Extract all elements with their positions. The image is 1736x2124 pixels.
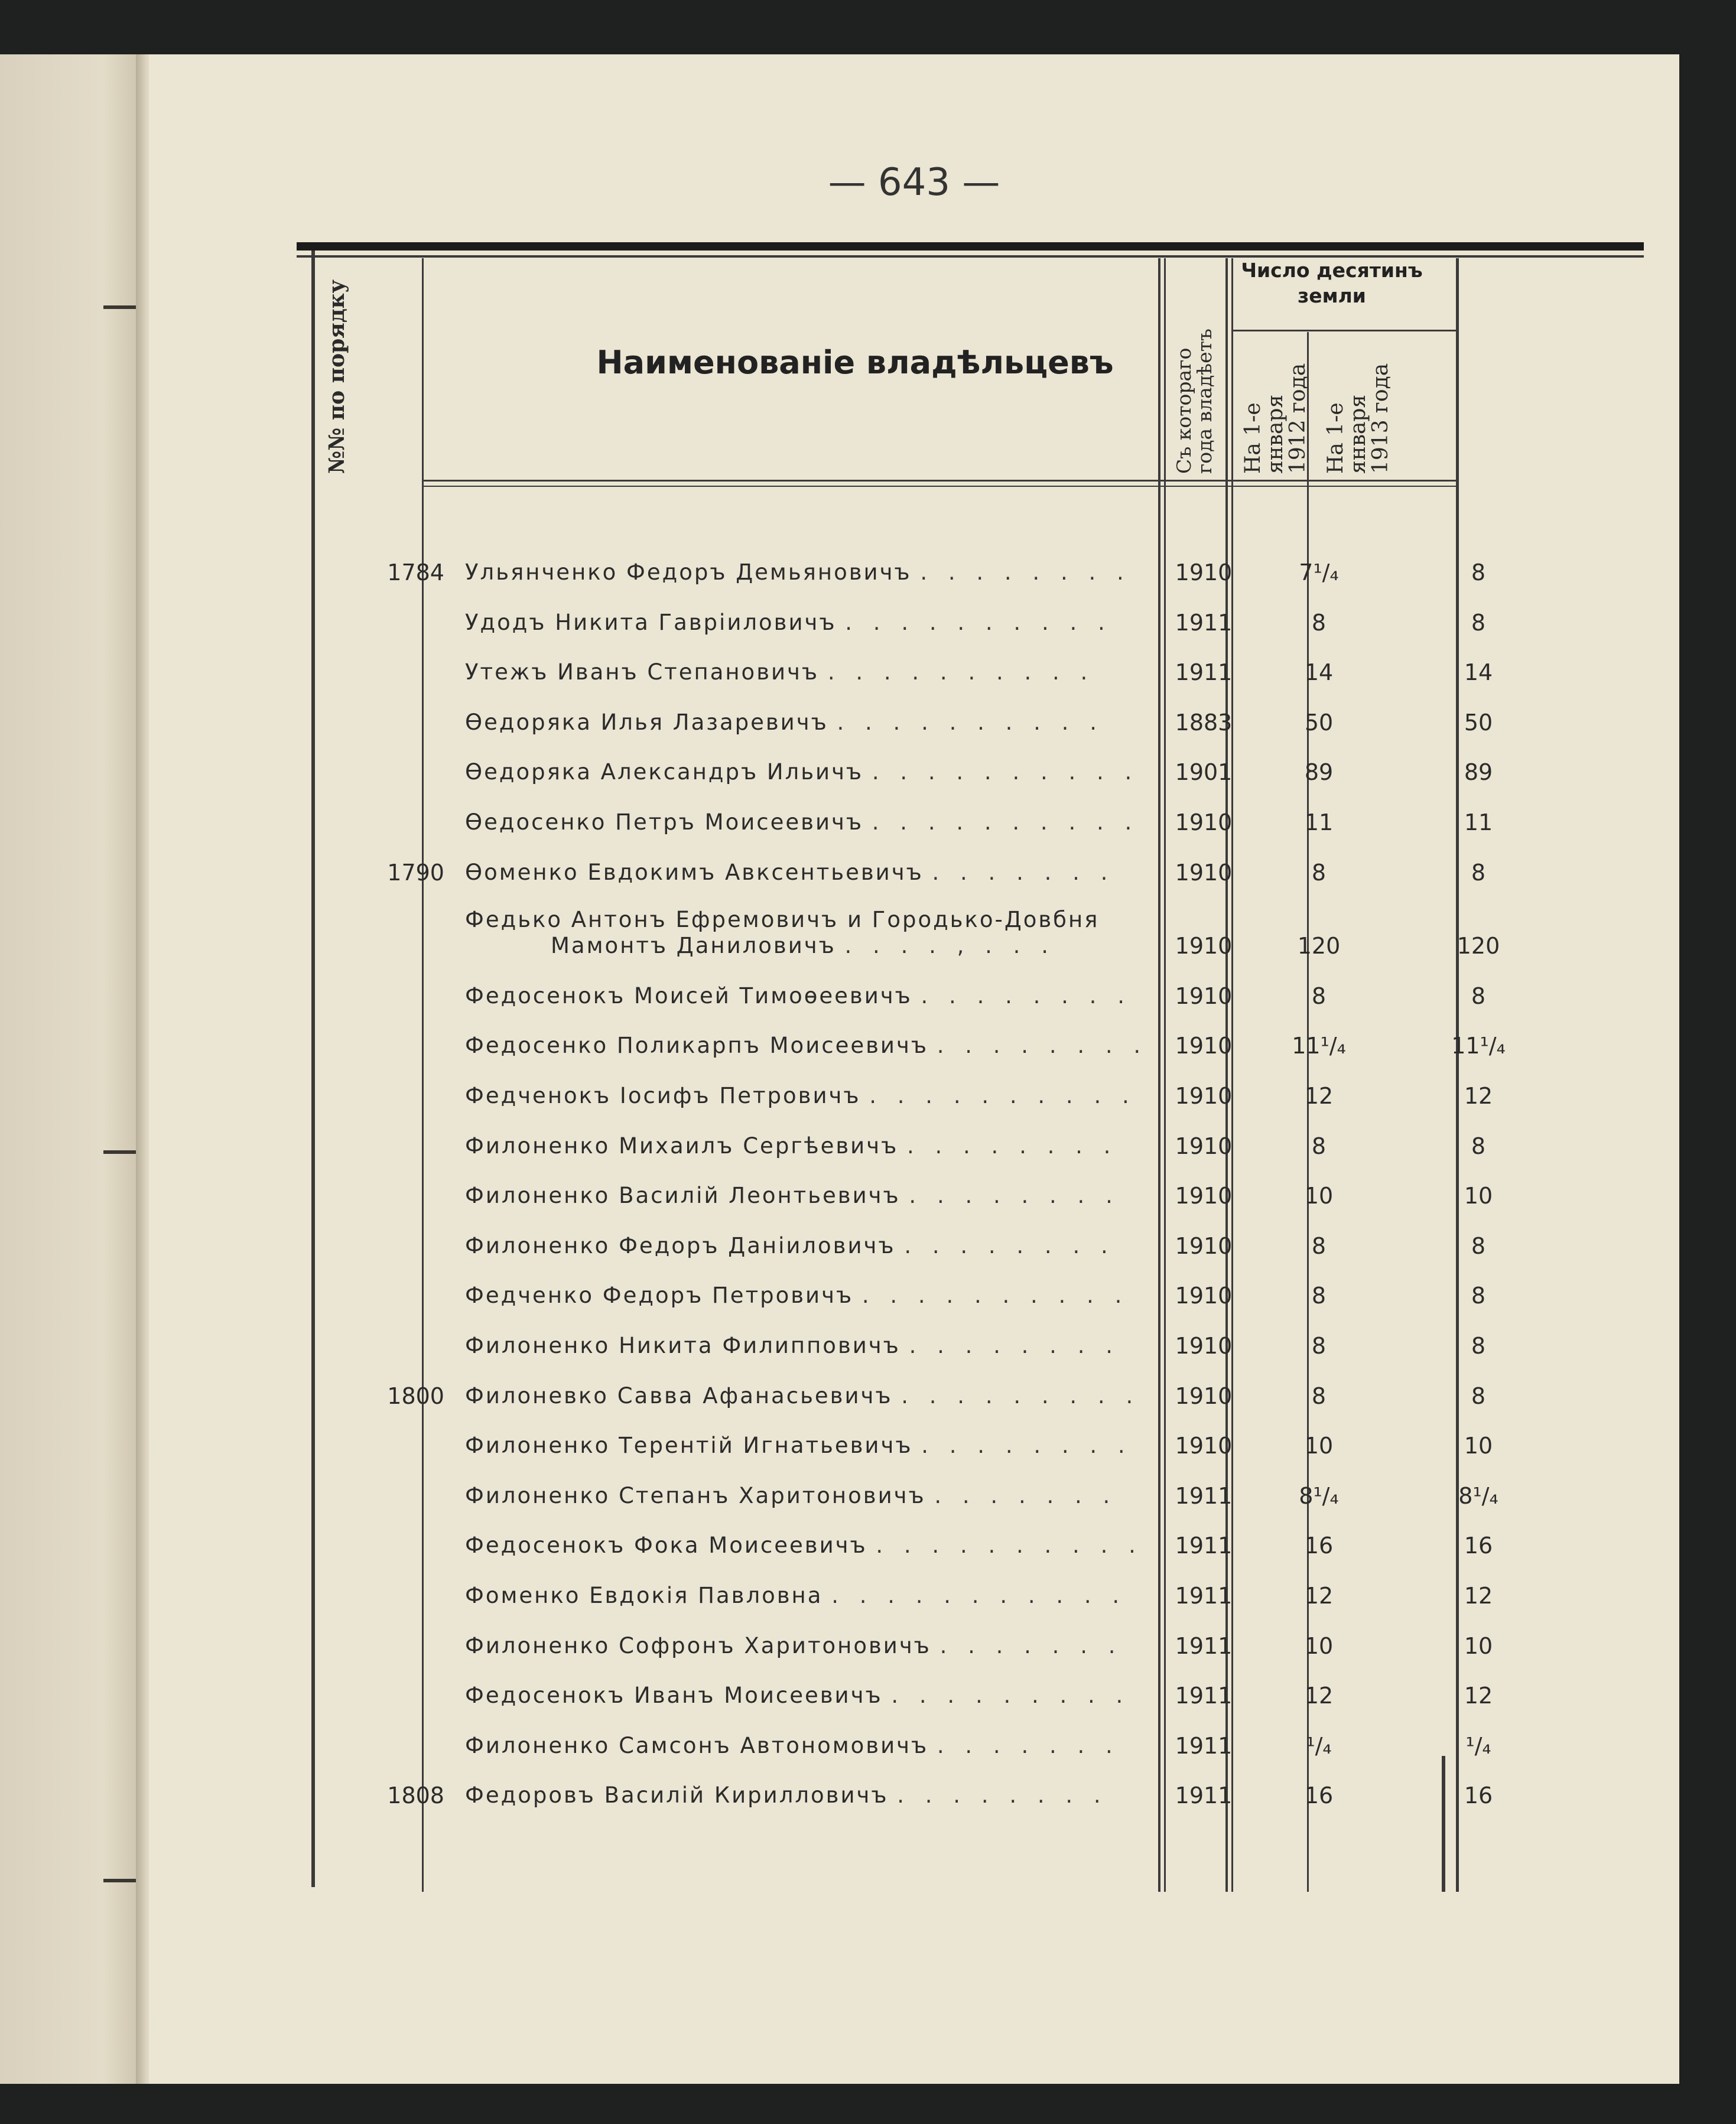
leader-dots: . . . . . . . . . . bbox=[869, 1083, 1136, 1108]
owner-name-cell bbox=[465, 1733, 1150, 1758]
owner-name-line2: Мамонтъ Даниловичъ bbox=[551, 933, 836, 959]
table-row bbox=[149, 710, 1679, 745]
desyatins-1913: 8 bbox=[1471, 983, 1486, 1009]
desyatins-1912: 14 bbox=[1304, 659, 1334, 686]
owner-name: Федько Антонъ Ефремовичъ и Городько-Довбня bbox=[465, 907, 1100, 933]
desyatins-1913: 10 bbox=[1464, 1433, 1493, 1459]
leader-dots: . . . . . . . . . bbox=[891, 1683, 1130, 1709]
owner-name: Филоненко Терентій Игнатьевичъ bbox=[465, 1433, 913, 1459]
owner-name-cell bbox=[465, 1383, 1150, 1409]
owner-name-cell bbox=[465, 1233, 1150, 1258]
desyatins-1912: 8 bbox=[1311, 859, 1327, 886]
desyatins-1912: 11 bbox=[1304, 809, 1334, 835]
desyatins-1913: ¹/₄ bbox=[1465, 1732, 1491, 1759]
header-jan-1913: На 1-е января 1913 года bbox=[1324, 363, 1393, 474]
leader-dots: . . . . . . . . . . bbox=[827, 659, 1095, 685]
leader-dots: . . . . . . . . bbox=[906, 1133, 1118, 1159]
since-year: 1910 bbox=[1175, 1183, 1233, 1209]
owner-name-cell bbox=[465, 1283, 1150, 1308]
since-year: 1883 bbox=[1175, 709, 1233, 736]
owner-name-cell bbox=[465, 983, 1150, 1009]
desyatins-1912: 8 bbox=[1311, 1283, 1327, 1309]
table-row bbox=[149, 983, 1679, 1019]
header-owner-name: Наименованіе владѣльцевъ bbox=[596, 344, 1114, 381]
since-year: 1910 bbox=[1175, 809, 1233, 835]
leader-dots: . . . . . . . . . . bbox=[837, 709, 1104, 735]
table-row bbox=[149, 1083, 1679, 1118]
owner-name-cell bbox=[465, 610, 1150, 635]
row-number: 1808 bbox=[387, 1783, 444, 1809]
owner-name: Ѳедосенко Петръ Моисеевичъ bbox=[465, 809, 864, 835]
header-divider-double bbox=[422, 486, 1456, 487]
desyatins-1913: 120 bbox=[1457, 933, 1500, 959]
table-row bbox=[149, 610, 1679, 645]
desyatins-1912: 16 bbox=[1304, 1533, 1334, 1559]
owner-name-cell bbox=[465, 1583, 1150, 1608]
since-year: 1910 bbox=[1175, 1033, 1233, 1059]
owner-name-cell bbox=[465, 1483, 1150, 1508]
desyatins-1913: 10 bbox=[1464, 1632, 1493, 1659]
table-row bbox=[149, 1733, 1679, 1768]
desyatins-1912: 8 bbox=[1311, 1333, 1327, 1359]
owner-name: Филоненко Степанъ Харитоновичъ bbox=[465, 1482, 926, 1508]
owner-name: Филоненко Федоръ Даніиловичъ bbox=[465, 1232, 896, 1258]
table-row bbox=[149, 907, 1679, 968]
leader-dots: . . . . . . . . bbox=[909, 1333, 1120, 1358]
table-row bbox=[149, 1683, 1679, 1718]
desyatins-1913: 8 bbox=[1471, 560, 1486, 586]
leader-dots: . . . . . . . . . . bbox=[872, 809, 1139, 835]
leader-dots: . . . . . . . . . . bbox=[845, 609, 1112, 635]
since-year: 1910 bbox=[1175, 859, 1233, 886]
leader-dots: . . . . . . . . . bbox=[901, 1383, 1140, 1409]
owner-name-cell bbox=[465, 659, 1150, 685]
leader-dots: . . . . . . . . . . . bbox=[831, 1583, 1127, 1608]
leader-dots: . . . . . . . . bbox=[921, 1433, 1132, 1459]
table-row bbox=[149, 860, 1679, 895]
owner-name-cell bbox=[465, 710, 1150, 735]
since-year: 1911 bbox=[1175, 1482, 1233, 1509]
desyatins-1913: 8 bbox=[1471, 1383, 1486, 1409]
owner-name: Федоровъ Василій Кирилловичъ bbox=[465, 1783, 889, 1809]
owner-name: Ульянченко Федоръ Демьяновичъ bbox=[465, 560, 912, 585]
since-year: 1911 bbox=[1175, 1583, 1233, 1609]
table-right-border-bold bbox=[1442, 1756, 1445, 1892]
desyatins-1913: 8 bbox=[1471, 1283, 1486, 1309]
header-divider bbox=[422, 480, 1456, 482]
leader-dots: . . . . . . . . . . bbox=[876, 1533, 1143, 1559]
since-year: 1910 bbox=[1175, 560, 1233, 586]
desyatins-1912: 16 bbox=[1304, 1783, 1334, 1809]
leader-dots: . . . . . . . . bbox=[904, 1232, 1115, 1258]
header-since-year: Съ котораго года владѣетъ bbox=[1172, 328, 1216, 474]
owner-name: Фоменко Евдокія Павловна bbox=[465, 1583, 823, 1608]
table-row bbox=[149, 1333, 1679, 1368]
desyatins-1913: 8 bbox=[1471, 1232, 1486, 1259]
since-year: 1911 bbox=[1175, 609, 1233, 636]
desyatins-1913: 12 bbox=[1464, 1683, 1493, 1709]
since-year: 1911 bbox=[1175, 1732, 1233, 1759]
header-row-number: №№ по порядку bbox=[324, 279, 349, 474]
leader-dots: . . . . . . . . bbox=[897, 1783, 1108, 1809]
owner-name-cell bbox=[465, 759, 1150, 785]
since-year: 1910 bbox=[1175, 1083, 1233, 1109]
page-number: — 643 — bbox=[828, 161, 1000, 204]
owner-name: Ѳедоряка Илья Лазаревичъ bbox=[465, 709, 828, 735]
table-row bbox=[149, 1783, 1679, 1818]
owner-name: Федосенокъ Моисей Тимоѳеевичъ bbox=[465, 983, 912, 1009]
since-year: 1901 bbox=[1175, 759, 1233, 786]
since-year: 1910 bbox=[1175, 1232, 1233, 1259]
desyatins-1913: 14 bbox=[1464, 659, 1493, 686]
desyatins-1912: 12 bbox=[1304, 1083, 1334, 1109]
row-number: 1784 bbox=[387, 560, 444, 586]
since-year: 1910 bbox=[1175, 983, 1233, 1009]
owner-name: Федченокъ Іосифъ Петровичъ bbox=[465, 1083, 861, 1108]
leader-dots: . . . . . . . . . . bbox=[872, 759, 1139, 785]
owner-name-cell bbox=[465, 1133, 1150, 1159]
desyatins-1912: 50 bbox=[1304, 709, 1334, 736]
leader-dots: . . . . . . . bbox=[934, 1482, 1117, 1508]
owner-name: Удодъ Никита Гавріиловичъ bbox=[465, 609, 837, 635]
table-row bbox=[149, 560, 1679, 595]
owner-name-cell bbox=[465, 560, 1150, 585]
table-row bbox=[149, 759, 1679, 795]
desyatins-1913: 8 bbox=[1471, 1333, 1486, 1359]
owner-name-cell bbox=[465, 1783, 1150, 1808]
owner-name-continued bbox=[551, 933, 1153, 958]
table-row bbox=[149, 809, 1679, 845]
owner-name: Филоненко Никита Филипповичъ bbox=[465, 1333, 900, 1358]
row-number: 1800 bbox=[387, 1383, 444, 1409]
owner-name: Филоненко Софронъ Харитоновичъ bbox=[465, 1632, 931, 1658]
leader-dots: . . . . . . . bbox=[939, 1632, 1123, 1658]
row-number: 1790 bbox=[387, 859, 444, 886]
owner-name-cell bbox=[465, 1433, 1150, 1458]
desyatins-1912: 8 bbox=[1311, 1232, 1327, 1259]
owner-name: Федосенко Поликарпъ Моисеевичъ bbox=[465, 1033, 928, 1059]
desyatins-1912: ¹/₄ bbox=[1306, 1732, 1332, 1759]
leader-dots: . . . . . . . . bbox=[909, 1183, 1120, 1209]
owner-name-cell bbox=[465, 809, 1150, 835]
owner-name: Ѳедоряка Александръ Ильичъ bbox=[465, 759, 864, 785]
desyatins-1913: 16 bbox=[1464, 1533, 1493, 1559]
since-year: 1910 bbox=[1175, 1383, 1233, 1409]
leader-dots: . . . . . . . . . . bbox=[862, 1283, 1129, 1309]
owner-name-cell bbox=[465, 1333, 1150, 1358]
desyatins-1912: 8 bbox=[1311, 1133, 1327, 1159]
owner-name-cell bbox=[465, 1183, 1150, 1208]
owner-name-cell bbox=[465, 1033, 1150, 1058]
owner-name: Ѳоменко Евдокимъ Авксентьевичъ bbox=[465, 859, 924, 885]
leader-dots: . . . . . . . . bbox=[920, 560, 1131, 585]
since-year: 1910 bbox=[1175, 1283, 1233, 1309]
desyatins-1913: 8¹/₄ bbox=[1458, 1482, 1498, 1509]
desyatins-1913: 8 bbox=[1471, 859, 1486, 886]
owner-name: Филоненко Самсонъ Автономовичъ bbox=[465, 1732, 929, 1758]
since-year: 1910 bbox=[1175, 1433, 1233, 1459]
desyatins-1913: 8 bbox=[1471, 609, 1486, 636]
owner-name: Филоненко Василій Леонтьевичъ bbox=[465, 1183, 900, 1209]
desyatins-1912: 8¹/₄ bbox=[1299, 1482, 1339, 1509]
table-row bbox=[149, 1383, 1679, 1419]
leader-dots: . . . . . . . bbox=[932, 859, 1115, 885]
table-row bbox=[149, 1033, 1679, 1068]
subheader-divider bbox=[1231, 330, 1456, 331]
header-jan-1912: На 1-е января 1912 года bbox=[1241, 363, 1310, 474]
desyatins-1912: 11¹/₄ bbox=[1292, 1033, 1346, 1059]
leader-dots: . . . . , . . . bbox=[844, 933, 1055, 959]
leader-dots: . . . . . . . . bbox=[921, 983, 1132, 1009]
since-year: 1911 bbox=[1175, 659, 1233, 686]
desyatins-1913: 12 bbox=[1464, 1083, 1493, 1109]
owner-name-cell bbox=[465, 860, 1150, 885]
desyatins-1912: 89 bbox=[1304, 759, 1334, 786]
since-year: 1910 bbox=[1175, 1333, 1233, 1359]
desyatins-1912: 8 bbox=[1311, 609, 1327, 636]
owner-name-cell bbox=[465, 1533, 1150, 1558]
desyatins-1913: 11¹/₄ bbox=[1451, 1033, 1506, 1059]
desyatins-1912: 10 bbox=[1304, 1433, 1334, 1459]
since-year: 1910 bbox=[1175, 1133, 1233, 1159]
table-row bbox=[149, 1483, 1679, 1518]
owner-name: Федченко Федоръ Петровичъ bbox=[465, 1283, 854, 1309]
owner-name: Федосенокъ Иванъ Моисеевичъ bbox=[465, 1683, 883, 1709]
desyatins-1913: 11 bbox=[1464, 809, 1493, 835]
since-year: 1910 bbox=[1175, 933, 1233, 959]
desyatins-1912: 12 bbox=[1304, 1683, 1334, 1709]
desyatins-1913: 10 bbox=[1464, 1183, 1493, 1209]
table-row bbox=[149, 1433, 1679, 1468]
since-year: 1911 bbox=[1175, 1783, 1233, 1809]
desyatins-1912: 8 bbox=[1311, 1383, 1327, 1409]
desyatins-1912: 12 bbox=[1304, 1583, 1334, 1609]
since-year: 1911 bbox=[1175, 1683, 1233, 1709]
desyatins-1912: 10 bbox=[1304, 1632, 1334, 1659]
facing-page bbox=[0, 54, 148, 2084]
table-row bbox=[149, 1133, 1679, 1169]
book-page bbox=[149, 54, 1679, 2084]
desyatins-1913: 8 bbox=[1471, 1133, 1486, 1159]
desyatins-1913: 12 bbox=[1464, 1583, 1493, 1609]
table-row bbox=[149, 1583, 1679, 1618]
desyatins-1913: 50 bbox=[1464, 709, 1493, 736]
owner-name: Федосенокъ Фока Моисеевичъ bbox=[465, 1533, 867, 1559]
desyatins-1912: 7¹/₄ bbox=[1299, 560, 1339, 586]
owner-name-cell bbox=[465, 1683, 1150, 1708]
table-top-rule bbox=[297, 242, 1644, 251]
table-row bbox=[149, 1233, 1679, 1268]
owner-name: Утежъ Иванъ Степановичъ bbox=[465, 659, 820, 685]
header-desyatins: Число десятинъ земли bbox=[1241, 259, 1423, 307]
table-row bbox=[149, 1533, 1679, 1568]
owner-name: Филоненко Михаилъ Сергѣевичъ bbox=[465, 1133, 899, 1159]
leader-dots: . . . . . . . . bbox=[937, 1033, 1148, 1059]
owner-name-cell bbox=[465, 1083, 1150, 1108]
since-year: 1911 bbox=[1175, 1533, 1233, 1559]
desyatins-1913: 16 bbox=[1464, 1783, 1493, 1809]
desyatins-1913: 89 bbox=[1464, 759, 1493, 786]
table-row bbox=[149, 1283, 1679, 1318]
desyatins-1912: 10 bbox=[1304, 1183, 1334, 1209]
since-year: 1911 bbox=[1175, 1632, 1233, 1659]
table-top-rule-thin bbox=[297, 255, 1644, 258]
desyatins-1912: 8 bbox=[1311, 983, 1327, 1009]
desyatins-1912: 120 bbox=[1297, 933, 1341, 959]
leader-dots: . . . . . . . bbox=[937, 1732, 1120, 1758]
table-row bbox=[149, 1183, 1679, 1218]
owner-name: Филоневко Савва Афанасьевичъ bbox=[465, 1383, 893, 1409]
owner-name-cell bbox=[465, 1633, 1150, 1658]
table-row bbox=[149, 659, 1679, 695]
table-row bbox=[149, 1633, 1679, 1668]
